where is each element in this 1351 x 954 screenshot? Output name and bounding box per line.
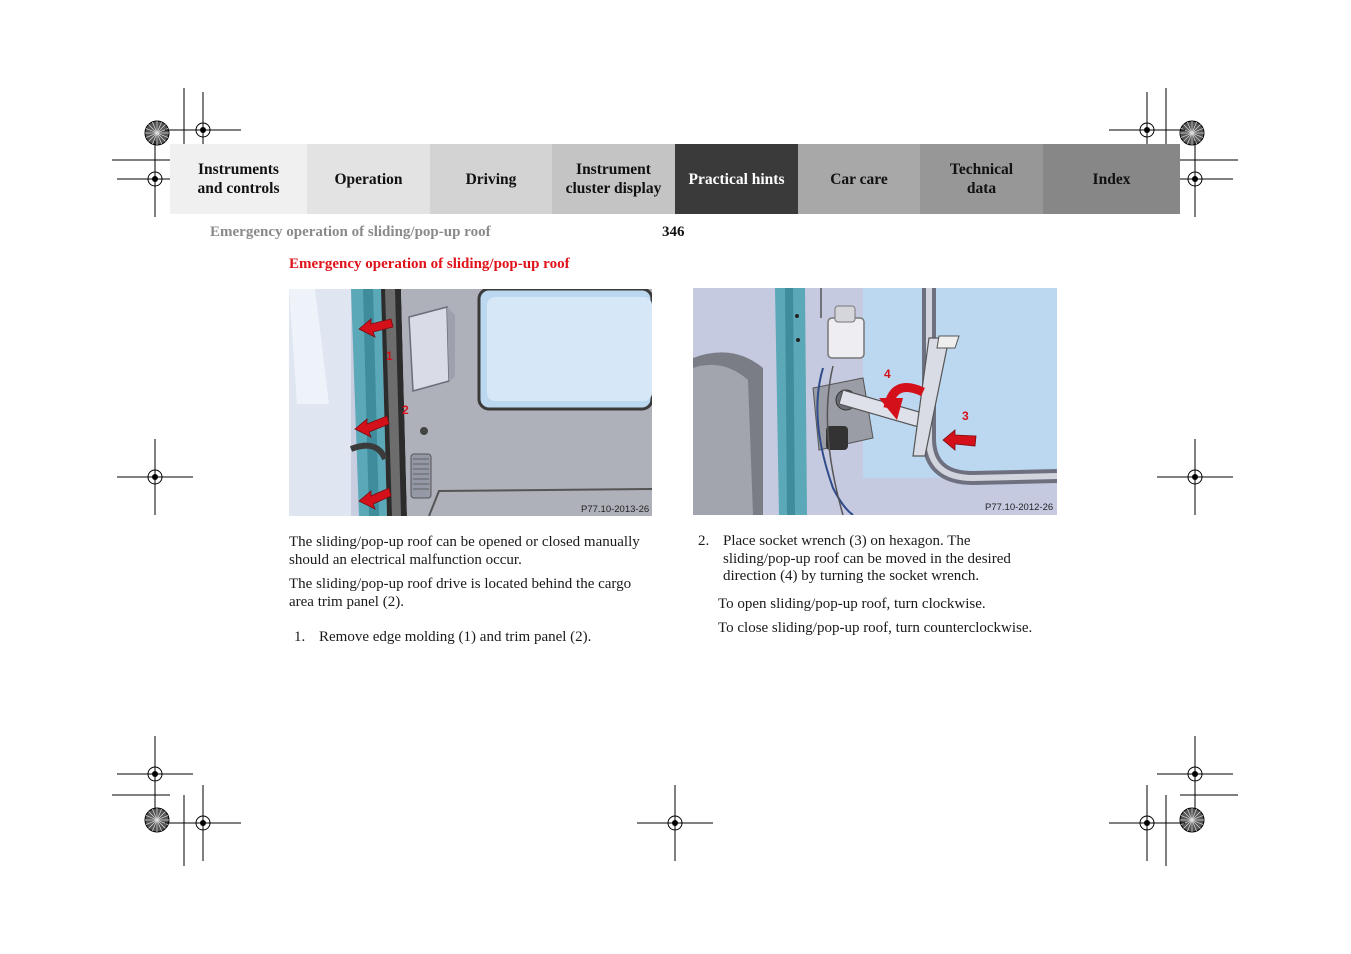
drive-location-paragraph: The sliding/pop-up roof drive is located behind the cargo area trim panel (2). (289, 576, 632, 610)
callout-1: 1 (386, 349, 393, 363)
page-number: 346 (662, 224, 685, 240)
tab-instrument-cluster-display[interactable]: Instrument cluster display (552, 144, 675, 214)
figure-code: P77.10-2013-26 (581, 504, 650, 515)
step-1 (289, 629, 644, 647)
chapter-nav (170, 144, 1180, 214)
intro-paragraph: The sliding/pop-up roof can be opened or closed manually should an electrical malfunction occur. (289, 534, 640, 568)
callout-3: 3 (962, 409, 969, 423)
tab-driving[interactable]: Driving (430, 144, 552, 214)
step-2 (693, 533, 1068, 586)
callout-2: 2 (402, 403, 409, 417)
close-note: To close sliding/pop-up roof, turn counterclockwise. (718, 620, 1033, 636)
figure-trim-panel (289, 289, 652, 516)
step-number: 2. (698, 533, 710, 549)
tab-car-care[interactable]: Car care (798, 144, 920, 214)
step-number: 1. (294, 629, 306, 645)
trim-panel-illustration (289, 289, 652, 516)
step-text: Remove edge molding (1) and trim panel (2). (319, 629, 592, 645)
tab-technical-data[interactable]: Technical data (920, 144, 1043, 214)
tab-practical-hints[interactable]: Practical hints (675, 144, 798, 214)
figure-code: P77.10-2012-26 (985, 502, 1054, 513)
tab-operation[interactable]: Operation (307, 144, 430, 214)
running-head: Emergency operation of sliding/pop-up roof (210, 224, 491, 240)
left-column (289, 534, 644, 647)
socket-wrench-illustration (693, 288, 1057, 515)
right-column (693, 533, 1068, 638)
section-title: Emergency operation of sliding/pop-up roof (289, 256, 570, 272)
tab-index[interactable]: Index (1043, 144, 1180, 214)
figure-socket-wrench (693, 288, 1057, 515)
step-text: Place socket wrench (3) on hexagon. The sliding/pop-up roof can be moved in the desired direction (4) by turning the socket wrench. (723, 533, 1011, 584)
tab-instruments-and-controls[interactable]: Instruments and controls (170, 144, 307, 214)
open-note: To open sliding/pop-up roof, turn clockwise. (718, 595, 986, 612)
callout-4: 4 (884, 367, 891, 381)
